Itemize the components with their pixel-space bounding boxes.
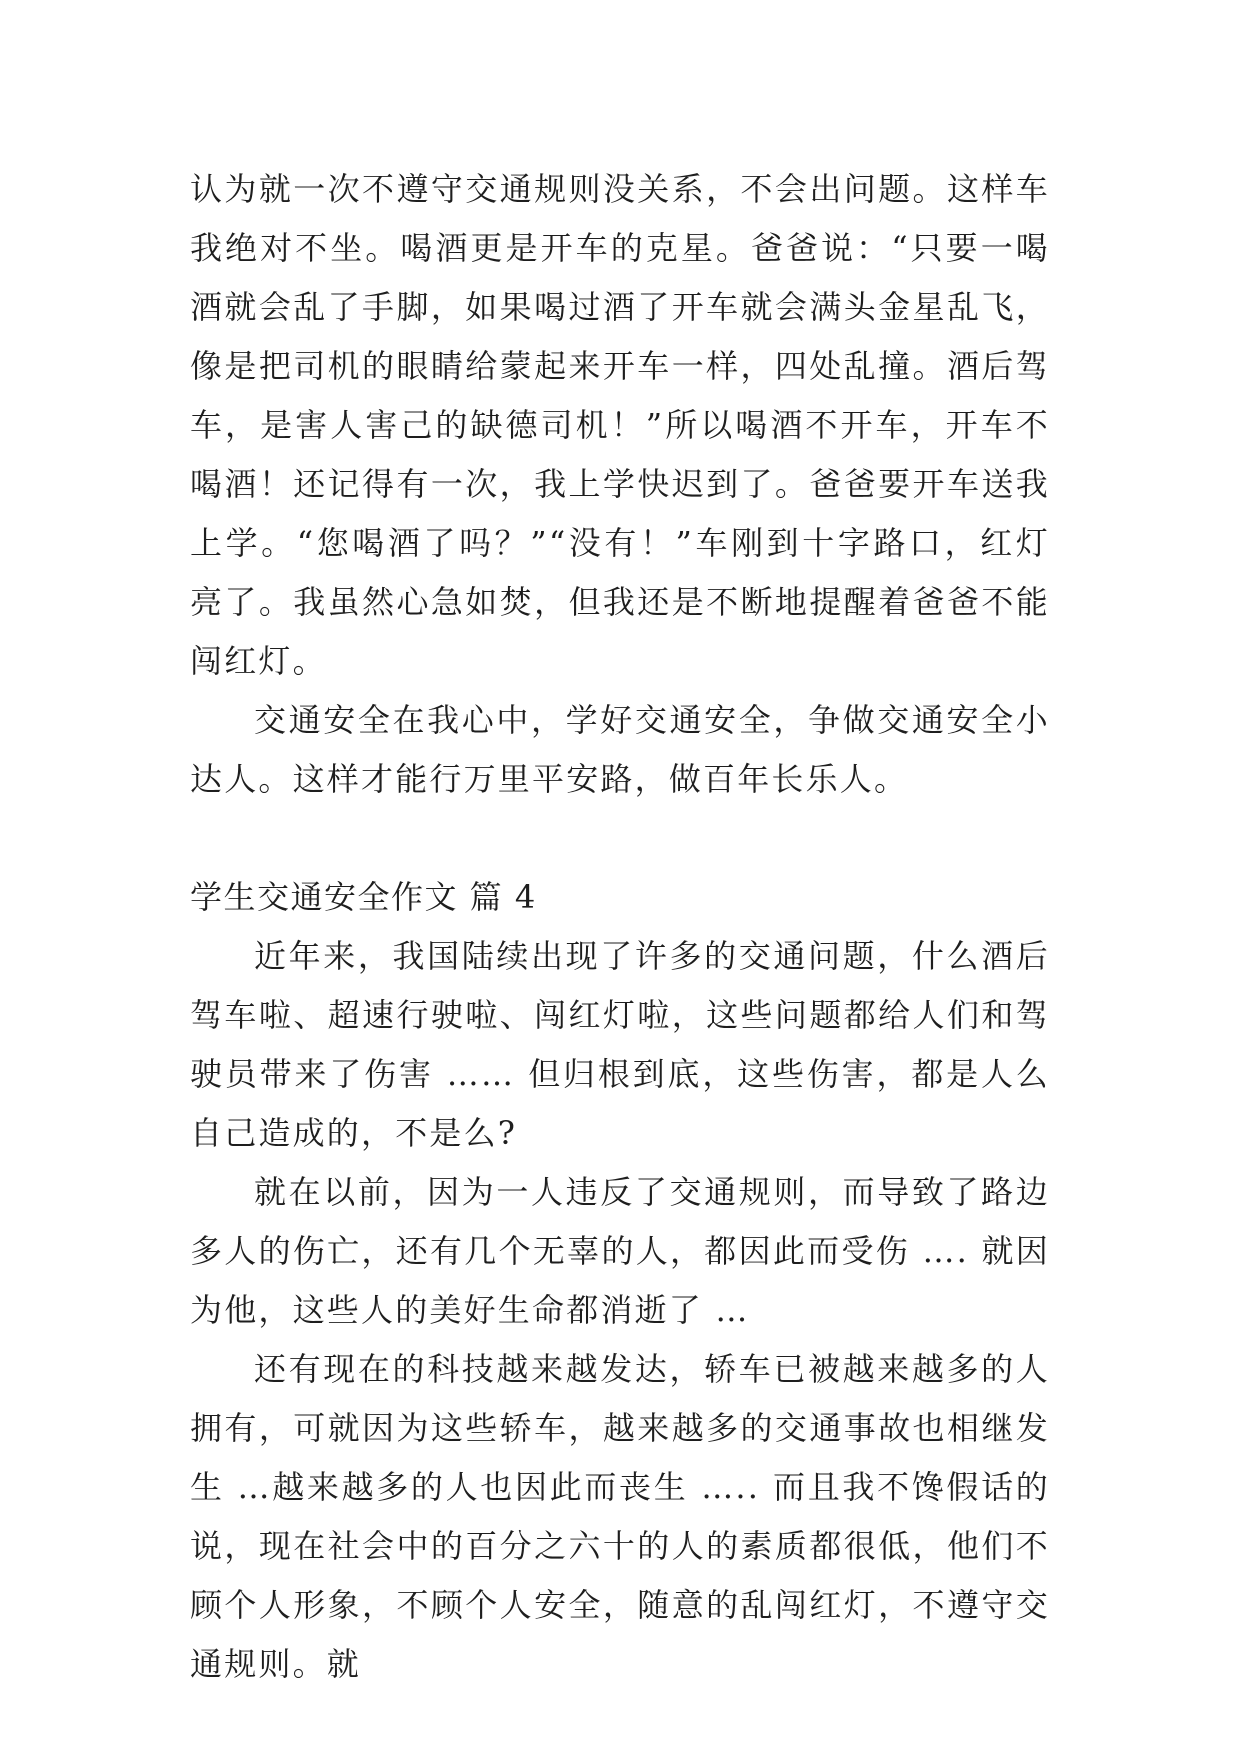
paragraph-discussion: 还有现在的科技越来越发达，轿车已被越来越多的人拥有，可就因为这些轿车，越来越多的交通事故也相继发生 …越来越多的人也因此而丧生 ….. 而且我不馋假话的说，现在社会中的百分之六十的人的素质都很低，他们不顾个人形象，不顾个人安全，随意的乱闯红灯，不遵守交通规则。就: [190, 1350, 1050, 1683]
paragraph-conclusion: 交通安全在我心中，学好交通安全，争做交通安全小达人。这样才能行万里平安路，做百年长乐人。: [190, 701, 1050, 798]
paragraph-continuation: 认为就一次不遵守交通规则没关系，不会出问题。这样车我绝对不坐。喝酒更是开车的克星。爸爸说：“只要一喝酒就会乱了手脚，如果喝过酒了开车就会满头金星乱飞，像是把司机的眼睛给蒙起来开车一样，四处乱撞。酒后驾车，是害人害己的缺德司机！”所以喝酒不开车，开车不喝酒！还记得有一次，我上学快迟到了。爸爸要开车送我上学。“您喝酒了吗？”“没有！”车刚到十字路口，红灯亮了。我虽然心急如焚，但我还是不断地提醒着爸爸不能闯红灯。: [190, 170, 1050, 680]
paragraph-example: 就在以前，因为一人违反了交通规则，而导致了路边多人的伤亡，还有几个无辜的人，都因此而受伤 …. 就因为他，这些人的美好生命都消逝了 …: [190, 1173, 1050, 1329]
document-body: [190, 160, 1050, 1694]
paragraph-intro: 近年来，我国陆续出现了许多的交通问题，什么酒后驾车啦、超速行驶啦、闯红灯啦，这些问题都给人们和驾驶员带来了伤害 …… 但归根到底，这些伤害，都是人么自己造成的，不是么?: [190, 937, 1050, 1152]
section-heading: 学生交通安全作文 篇 4: [190, 878, 537, 916]
